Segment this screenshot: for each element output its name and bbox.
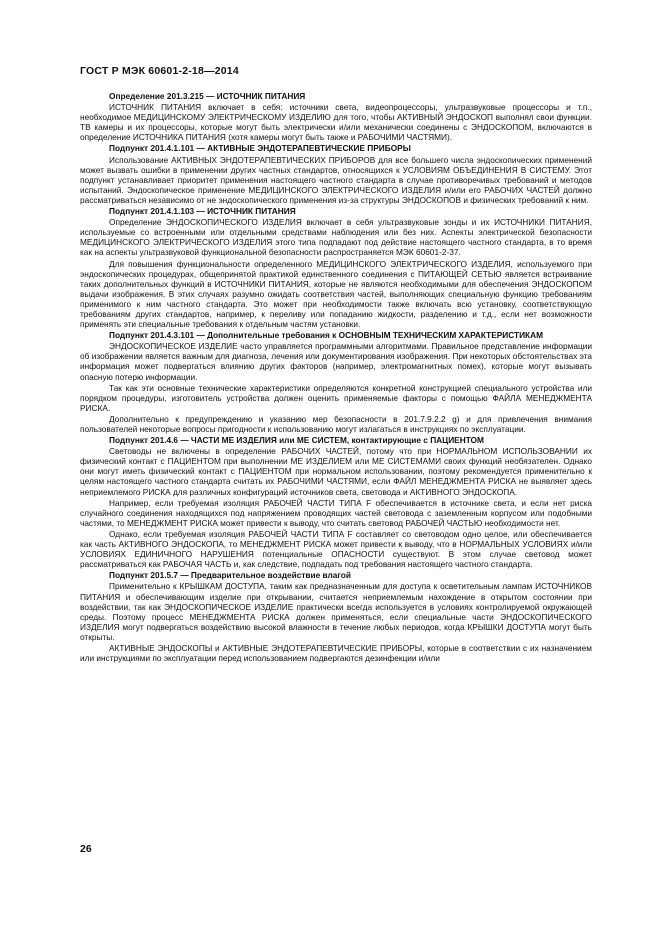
- body-paragraph: Дополнительно к предупреждению и указанию мер безопасности в 201.7.9.2.2 g) и для привлечения внимания пользователей некоторые вопросы пригодности к использованию могут излагаться в инструкциях по эксплуатации.: [80, 413, 592, 434]
- section-heading: Подпункт 201.4.1.103 — ИСТОЧНИК ПИТАНИЯ: [109, 206, 296, 217]
- page-number: 26: [80, 843, 92, 855]
- body-paragraph: АКТИВНЫЕ ЭНДОСКОПЫ и АКТИВНЫЕ ЭНДОТЕРАПЕВТИЧЕСКИЕ ПРИБОРЫ, которые в соответствии с их назначением или инструкциями по эксплуатации перед использованием подвергаются дезинфекции и/или: [80, 642, 592, 664]
- body-paragraph: Например, если требуемая изоляция РАБОЧЕЙ ЧАСТИ ТИПА F обеспечивается в источнике света, и если нет риска случайного соединения находящихся под напряжением проводящих частей световода с заземленным корпусом или подобными частями, то МЕНЕДЖМЕНТ РИСКА может привести к выводу, что считать световод РАБОЧЕЙ ЧАСТЬЮ необходимости нет.: [80, 497, 592, 528]
- body-paragraph: ИСТОЧНИК ПИТАНИЯ включает в себя: источники света, видеопроцессоры, ультразвуковые процессоры и т.п., необходимое МЕДИЦИНСКОМУ ЭЛЕКТРИЧЕСКОМУ ИЗДЕЛИЮ для того, чтобы АКТИВНЫЙ ЭНДОСКОП выполнял свои функции. ТВ камеры и их процессоры, которые могут быть электрически и/или механически соединены с ЭНДОСКОПОМ, включаются в определение ИСТОЧНИКА ПИТАНИЯ (хотя камеры могут быть также и РАБОЧИМИ ЧАСТЯМИ).: [80, 102, 592, 143]
- section-heading: Подпункт 201.5.7 — Предварительное воздействие влагой: [109, 570, 351, 581]
- section-heading: Подпункт 201.4.1.101 — АКТИВНЫЕ ЭНДОТЕРАПЕВТИЧЕСКИЕ ПРИБОРЫ: [109, 143, 411, 154]
- body-paragraph: ЭНДОСКОПИЧЕСКОЕ ИЗДЕЛИЕ часто управляется программными алгоритмами. Правильное представление информации об изображении является важным для диагноза, лечения или документирования изображения. При некоторых обстоятельствах эта информация может подвергаться влиянию других факторов (например, электромагнитных помех), которые могут вызывать опасную потерю информации.: [80, 341, 592, 382]
- body-paragraph: Применительно к КРЫШКАМ ДОСТУПА, таким как предназначенным для доступа к осветительным лампам ИСТОЧНИКОВ ПИТАНИЯ и обеспечивающим изделие при открывании, считается неприемлемым нахождение в открытом состоянии при воздействии, так как ЭНДОСКОПИЧЕСКОЕ ИЗДЕЛИЕ практически всегда используется в условиях контролируемой окружающей среды. Поэтому процесс МЕНЕДЖМЕНТА РИСКА должен применяться, если специальные части ЭНДОСКОПИЧЕСКОГО ИЗДЕЛИЯ могут подвергаться воздействию высокой влажности в течение любых периодов, когда КРЫШКИ ДОСТУПА могут быть открыты.: [80, 581, 592, 642]
- body-paragraph: Для повышения функциональности определенного МЕДИЦИНСКОГО ЭЛЕКТРИЧЕСКОГО ИЗДЕЛИЯ, используемого при эндоскопических процедурах, общепринятой практикой единственного соединения с ПИТАЮЩЕЙ СЕТЬЮ является встраивание таких дополнительных функций в ИСТОЧНИКИ ПИТАНИЯ, которые не являются необходимыми для обеспечения ЭНДОСКОПОМ выдачи изображения. В этих случаях разумно ожидать соответствия частей, выполняющих специальную функцию требованиям применимого к ним частного стандарта. Это может при необходимости также включать всю установку, соответствующую требованиям других стандартов, например, к переливу или попаданию жидкости, разделению и т.д., если нет возможности применять эти специальные требования к отдельным частям установки.: [80, 258, 592, 330]
- section-heading: Подпункт 201.4.3.101 — Дополнительные требования к ОСНОВНЫМ ТЕХНИЧЕСКИМ ХАРАКТЕРИСТИКАМ: [109, 330, 544, 341]
- section-heading: Определение 201.3.215 — ИСТОЧНИК ПИТАНИЯ: [109, 91, 306, 101]
- body-paragraph: Однако, если требуемая изоляция РАБОЧЕЙ ЧАСТИ ТИПА F составляет со световодом одно целое, или обеспечивается как часть АКТИВНОГО ЭНДОСКОПА, то МЕНЕДЖМЕНТ РИСКА может привести к выводу, что в НОРМАЛЬНЫХ УСЛОВИЯХ и/или УСЛОВИЯХ ЕДИНИЧНОГО НАРУШЕНИЯ потенциальные ОПАСНОСТИ существуют. В этом случае световод может рассматриваться как РАБОЧАЯ ЧАСТЬ и, как следствие, подпадать под требования настоящего частного стандарта.: [80, 528, 592, 570]
- document-header: ГОСТ Р МЭК 60601-2-18—2014: [80, 65, 239, 77]
- section-heading: Подпункт 201.4.6 — ЧАСТИ МЕ ИЗДЕЛИЯ или МЕ СИСТЕМ, контактирующие с ПАЦИЕНТОМ: [109, 435, 484, 446]
- body-paragraph: Использование АКТИВНЫХ ЭНДОТЕРАПЕВТИЧЕСКИХ ПРИБОРОВ для все большего числа эндоскопических применений может вызвать ошибки в применении других частных стандартов, относящихся к УСЛОВИЯМ ОБЪЕДИНЕНИЯ В СИСТЕМУ. Этот подпункт устанавливает приоритет применения настоящего частного стандарта в случае противоречивых требований и методов испытаний. Эндоскопическое применение МЕДИЦИНСКОГО ЭЛЕКТРИЧЕСКОГО ИЗДЕЛИЯ и/или его РАБОЧИХ ЧАСТЕЙ должно рассматриваться независимо от не эндоскопического применения из-за структуры ЭНДОСКОПОВ и физических требований к ним.: [80, 154, 592, 205]
- body-paragraph: Так как эти основные технические характеристики определяются конкретной конструкцией специального устройства или порядком процедуры, изготовитель устройства должен оценить применяемые факторы с помощью ФАЙЛА МЕНЕДЖМЕНТА РИСКА.: [80, 382, 592, 413]
- body-paragraph: Определение ЭНДОСКОПИЧЕСКОГО ИЗДЕЛИЯ включает в себя ультразвуковые зонды и их ИСТОЧНИКИ ПИТАНИЯ, используемые со встроенными или отдельными средствами наблюдения или без них. Аспекты электрической безопасности МЕДИЦИНСКОГО ЭЛЕКТРИЧЕСКОГО ИЗДЕЛИЯ этого типа подпадают под действие настоящего частного стандарта, в то время как на аспекты ультразвуковой функциональной безопасности распространяется МЭК 60601-2-37.: [80, 217, 592, 258]
- document-body: [80, 90, 592, 664]
- body-paragraph: Световоды не включены в определение РАБОЧИХ ЧАСТЕЙ, потому что при НОРМАЛЬНОМ ИСПОЛЬЗОВАНИИ их физический контакт с ПАЦИЕНТОМ при выполнении МЕ ИЗДЕЛИЕМ или МЕ СИСТЕМАМИ своих функций необязателен. Однако они могут иметь физический контакт с ПАЦИЕНТОМ при нормальном использовании, поэтому рекомендуется применительно к целям настоящего частного стандарта считать их РАБОЧИМИ ЧАСТЯМИ, если ФАЙЛ МЕНЕДЖМЕНТА РИСКА не выявляет здесь неприемлемого РИСКА для различных конфигураций источников света, световода и АКТИВНОГО ЭНДОСКОПА.: [80, 446, 592, 497]
